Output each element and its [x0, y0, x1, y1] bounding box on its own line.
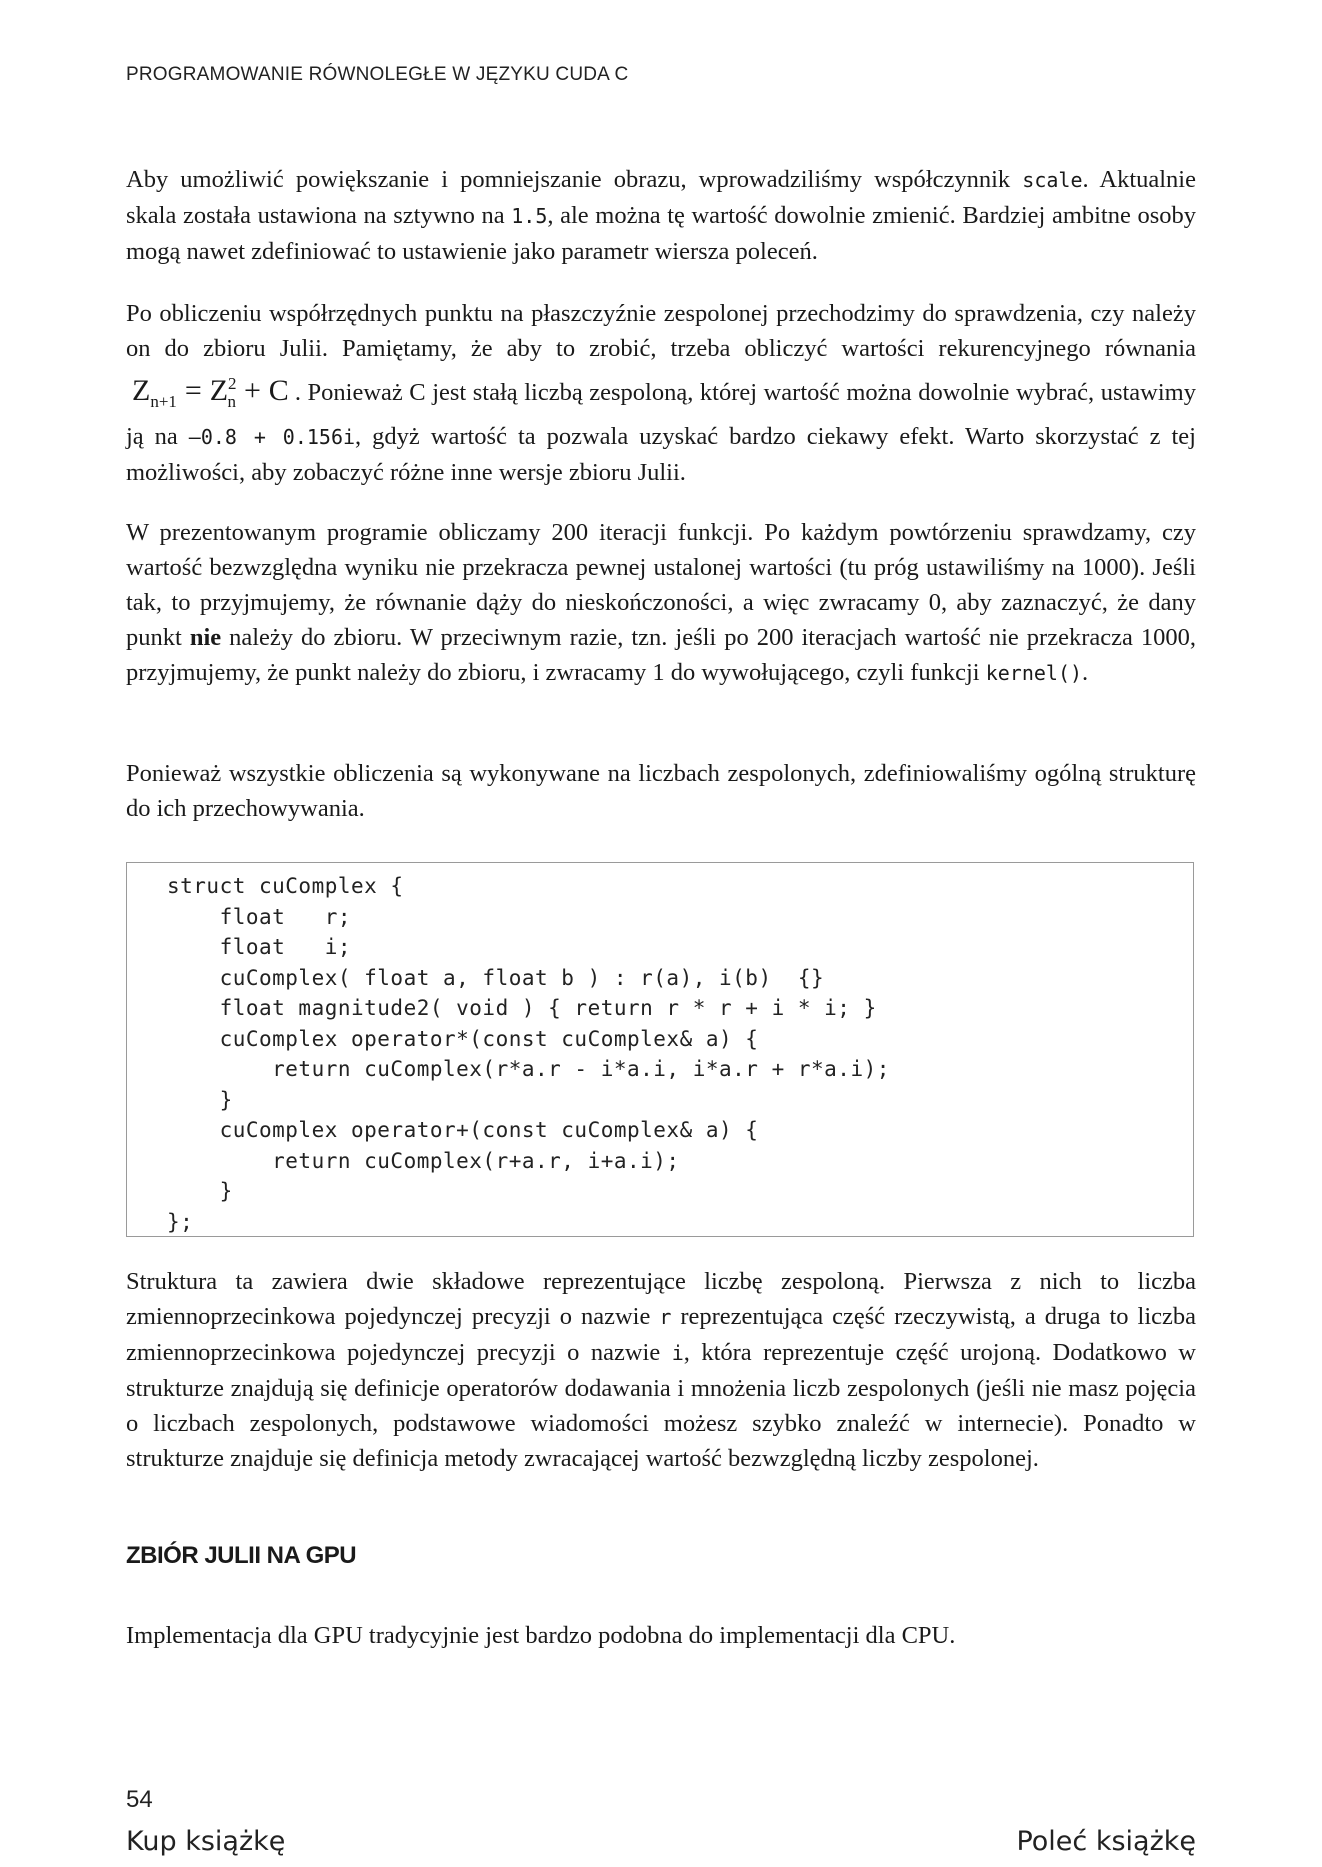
code-listing-box: [126, 862, 1194, 1237]
text-run: .: [1082, 659, 1089, 686]
code-listing: struct cuComplex { float r; float i; cuComplex( float a, float b ) : r(a), i(b) {} float magnitude2( void ) { return r * r + i * i; } cuComplex operator*(const cuComplex& a) { return cuComplex(r*a.r - i*a.i, i*a.r + r*a.i); } cuComplex operator+(const cuComplex& a) { return cuComplex(r+a.r, i+a.i); } };: [167, 874, 890, 1234]
formula-rhs-exponent: 2: [228, 374, 237, 393]
buy-book-link[interactable]: Kup książkę: [126, 1826, 286, 1857]
text-run: . Ponieważ C jest stałą liczbą zespoloną, której wartość można dowolnie wybrać, ustawimy ją na: [126, 379, 1196, 450]
text-run: Aby umożliwić powiększanie i pomniejszanie obrazu, wprowadziliśmy współczynnik: [126, 166, 1023, 193]
text-run: , ale można tę wartość dowolnie zmienić. Bardziej ambitne osoby mogą nawet zdefiniować to ustawienie jako parametr wiersza poleceń.: [126, 202, 1197, 265]
inline-code-scale: scale: [1022, 168, 1083, 192]
formula-rhs: Z: [209, 374, 229, 407]
book-page: [126, 0, 1196, 1867]
formula-equals: =: [176, 374, 210, 407]
inline-code-kernel: kernel(): [985, 661, 1083, 685]
text-run: , która reprezentuje część urojoną. Dodatkowo w strukturze znajdują się definicje operatorów dodawania i mnożenia liczb zespolonych (jeśli nie masz pojęcia o liczbach zespolonych, podstawowe wiadomości możesz szybko znaleźć w internecie). Ponadto w strukturze znajduje się definicja metody zwracającej wartość bezwzględną liczby zespolonej.: [126, 1339, 1196, 1472]
section-heading: ZBIÓR JULII NA GPU: [126, 1542, 357, 1569]
formula-rhs-subscript: n: [227, 392, 237, 411]
paragraph-structure-description: [126, 1264, 1196, 1476]
text-run: , gdyż wartość ta pozwala uzyskać bardzo ciekawy efekt. Warto skorzystać z tej możliwości, aby zobaczyć różne inne wersje zbioru Julii.: [126, 423, 1196, 486]
paragraph-iterations: [126, 515, 1196, 691]
inline-code-constant: –0.8 + 0.156i: [188, 425, 356, 449]
formula-constant: + C: [236, 374, 289, 407]
text-run: Po obliczeniu współrzędnych punktu na płaszczyźnie zespolonej przechodzimy do sprawdzenia, czy należy on do zbioru Julii. Pamiętamy, że aby to zrobić, trzeba obliczyć wartości rekurencyjnego równania: [126, 300, 1196, 362]
recurrence-formula: [126, 374, 295, 411]
bold-word: nie: [189, 624, 222, 651]
paragraph-gpu-implementation: Implementacja dla GPU tradycyjnie jest bardzo podobna do implementacji dla CPU.: [126, 1622, 956, 1649]
recommend-book-link[interactable]: Poleć książkę: [1016, 1826, 1196, 1857]
text-run: W prezentowanym programie obliczamy 200 iteracji funkcji. Po każdym powtórzeniu sprawdzamy, czy wartość bezwzględna wyniku nie przekracza pewnej ustalonej wartości (tu próg ustawiliśmy na 1000). Jeśli tak, to przyjmujemy, że równanie dąży do nieskończoności, a więc zwracamy 0, aby zaznaczyć, że dany punkt: [126, 519, 1196, 651]
paragraph-julia-equation: [126, 296, 1196, 490]
text-run: reprezentująca część rzeczywistą, a druga to liczba zmiennoprzecinkowa pojedynczej precyzji o nazwie: [126, 1303, 1197, 1366]
inline-code-i: i: [671, 1341, 684, 1365]
paragraph-scale: [126, 162, 1196, 269]
formula-lhs-subscript: n+1: [150, 392, 177, 411]
text-run: Struktura ta zawiera dwie składowe reprezentujące liczbę zespoloną. Pierwsza z nich to liczba zmiennoprzecinkowa pojedynczej precyzji o nazwie: [126, 1268, 1196, 1330]
text-run: . Aktualnie skala została ustawiona na sztywno na: [126, 166, 1196, 229]
inline-code-r: r: [659, 1305, 672, 1329]
page-number: 54: [126, 1786, 153, 1813]
text-run: należy do zbioru. W przeciwnym razie, tzn. jeśli po 200 iteracjach wartość nie przekracza 1000, przyjmujemy, że punkt należy do zbioru, i zwracamy 1 do wywołującego, czyli funkcji: [126, 624, 1196, 686]
formula-lhs: Z: [132, 374, 151, 407]
inline-code-scale-value: 1.5: [511, 204, 548, 228]
running-head: PROGRAMOWANIE RÓWNOLEGŁE W JĘZYKU CUDA C: [126, 64, 629, 85]
paragraph-structure-intro: Ponieważ wszystkie obliczenia są wykonywane na liczbach zespolonych, zdefiniowaliśmy ogólną strukturę do ich przechowywania.: [126, 760, 1196, 822]
